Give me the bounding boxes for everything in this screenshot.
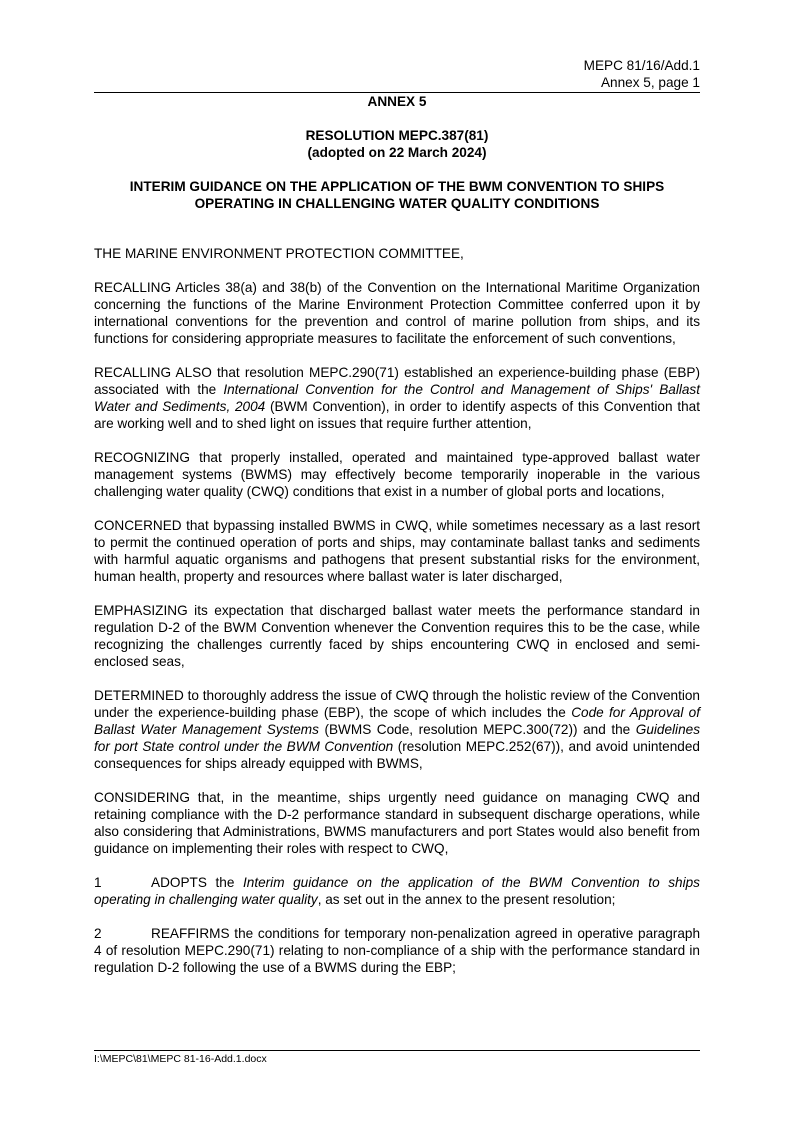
text-run: , as set out in the annex to the present resolution;	[317, 892, 616, 907]
adoption-date: (adopted on 22 March 2024)	[307, 145, 487, 160]
document-body	[94, 245, 700, 993]
paragraph-recalling: RECALLING Articles 38(a) and 38(b) of the Convention on the International Maritime Organization concerning the functions of the Marine Environment Protection Committee conferred upon it by international conventions for the prevention and control of marine pollution from ships, and its functions for considering appropriate measures to facilitate the enforcement of such conventions,	[94, 280, 700, 346]
title-line-2: OPERATING IN CHALLENGING WATER QUALITY CONDITIONS	[194, 196, 600, 211]
paragraph-considering: CONSIDERING that, in the meantime, ships urgently need guidance on managing CWQ and retaining compliance with the D-2 performance standard in subsequent discharge operations, while also considering that Administrations, BWMS manufacturers and port States would also benefit from guidance on implementing their roles with respect to CWQ,	[94, 790, 700, 856]
operative-paragraph-2	[94, 925, 700, 976]
paragraph-number: 1	[94, 875, 102, 890]
paragraph-number: 2	[94, 926, 102, 941]
text-run: ADOPTS the	[151, 875, 243, 890]
text-run: RECALLING ALSO that resolution MEPC.290(71) established an experience-building phase (EBP) associated with the	[94, 365, 700, 397]
page-header	[94, 57, 700, 91]
footer-file-path: I:\MEPC\81\MEPC 81-16-Add.1.docx	[94, 1053, 267, 1065]
resolution-number: RESOLUTION MEPC.387(81)	[305, 128, 489, 143]
convention-title: International Convention for the Control and Management of Ships' Ballast Water and Sediments, 2004	[94, 382, 700, 414]
text-run: DETERMINED to thoroughly address the issue of CWQ through the holistic review of the Convention under the experience-building phase (EBP), the scope of which includes the	[94, 688, 700, 720]
resolution-heading	[94, 127, 700, 161]
document-title	[94, 178, 700, 212]
document-reference: MEPC 81/16/Add.1	[583, 58, 700, 73]
paragraph-determined	[94, 687, 700, 772]
operative-paragraph-1	[94, 874, 700, 908]
paragraph-recognizing: RECOGNIZING that properly installed, operated and maintained type-approved ballast water management systems (BWMS) may effectively become temporarily inoperable in the various challenging water quality (CWQ) conditions that exist in a number of global ports and locations,	[94, 450, 700, 499]
text-run: (BWMS Code, resolution MEPC.300(72)) and the	[318, 722, 636, 737]
paragraph-concerned: CONCERNED that bypassing installed BWMS in CWQ, while sometimes necessary as a last resort to permit the continued operation of ports and ships, may contaminate ballast tanks and sediments with harmful aquatic organisms and pathogens that present substantial risks for the environment, human health, property and resources where ballast water is later discharged,	[94, 518, 700, 584]
text-run: (BWM Convention), in order to identify aspects of this Convention that are working well and to shed light on issues that require further attention,	[94, 399, 700, 431]
title-line-1: INTERIM GUIDANCE ON THE APPLICATION OF THE BWM CONVENTION TO SHIPS	[129, 179, 665, 194]
annex-title: ANNEX 5	[367, 94, 427, 109]
guidance-title: Interim guidance on the application of the BWM Convention to ships operating in challenging water quality	[94, 875, 700, 907]
text-run: REAFFIRMS the conditions for temporary non-penalization agreed in operative paragraph 4 of resolution MEPC.290(71) relating to non-compliance of a ship with the performance standard in regulation D-2 following the use of a BWMS during the EBP;	[94, 926, 700, 975]
paragraph-recalling-also	[94, 364, 700, 432]
bwms-code-title: Code for Approval of Ballast Water Management Systems	[94, 705, 700, 737]
committee-line: THE MARINE ENVIRONMENT PROTECTION COMMITTEE,	[94, 246, 464, 261]
psc-guidelines-title: Guidelines for port State control under the BWM Convention	[94, 722, 700, 754]
footer-divider	[94, 1050, 700, 1051]
paragraph-emphasizing: EMPHASIZING its expectation that discharged ballast water meets the performance standard in regulation D-2 of the BWM Convention whenever the Convention requires this to be the case, while recognizing the challenges currently faced by ships encountering CWQ in enclosed and semi-enclosed seas,	[94, 603, 700, 669]
page-reference: Annex 5, page 1	[600, 75, 700, 90]
text-run: (resolution MEPC.252(67)), and avoid unintended consequences for ships already equipped with BWMS,	[94, 739, 700, 771]
